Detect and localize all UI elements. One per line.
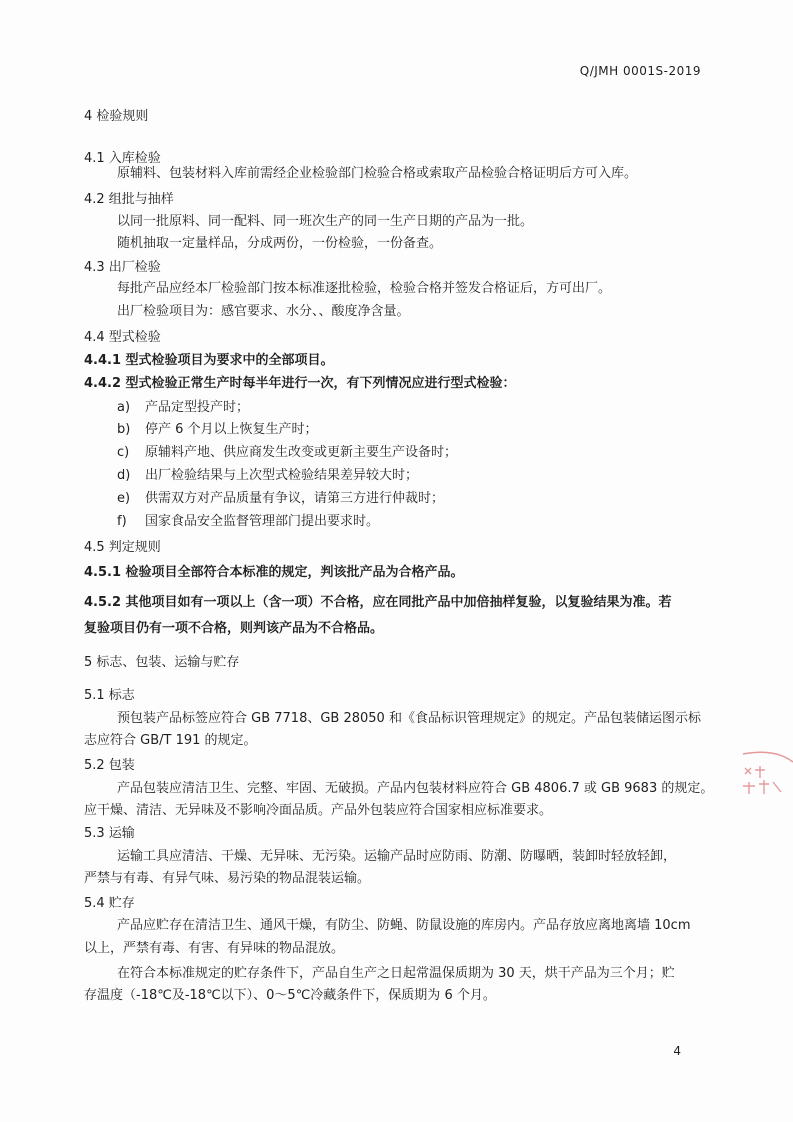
- standard-code: Q/JMH 0001S-2019: [579, 64, 701, 78]
- list-item-label: e): [117, 491, 131, 506]
- page-number: 4: [673, 1044, 681, 1058]
- section-4-2-paragraph-1: 以同一批原料、同一配料、同一班次生产的同一生产日期的产品为一批。: [117, 214, 534, 229]
- section-5-title: 5 标志、包装、运输与贮存: [84, 655, 240, 670]
- list-item-label: b): [117, 422, 131, 437]
- section-5-4-line-4: 存温度（-18℃及-18℃以下）、0～5℃冷藏条件下，保质期为 6 个月。: [84, 988, 496, 1003]
- section-4-1-paragraph: 原辅料、包装材料入库前需经企业检验部门检验合格或索取产品检验合格证明后方可入库。: [117, 166, 638, 181]
- section-5-2-line-1: 产品包装应清洁卫生、完整、牢固、无破损。产品内包装材料应符合 GB 4806.7 或 GB 9683 的规定。: [117, 781, 714, 796]
- section-4-5-title: 4.5 判定规则: [84, 540, 161, 555]
- section-5-4-line-3: 在符合本标准规定的贮存条件下，产品自生产之日起常温保质期为 30 天，烘干产品为三个月；贮: [117, 966, 675, 981]
- section-5-3-line-1: 运输工具应清洁、干燥、无异味、无污染。运输产品时应防雨、防潮、防曝晒，装卸时轻放轻卸，: [117, 849, 677, 864]
- section-5-3-line-2: 严禁与有毒、有异气味、易污染的物品混装运输。: [84, 871, 371, 886]
- section-5-2-line-2: 应干燥、清洁、无异味及不影响冷面品质。产品外包装应符合国家相应标准要求。: [84, 803, 553, 818]
- section-4-5-2-line-1: 4.5.2 其他项目如有一项以上（含一项）不合格，应在同批产品中加倍抽样复验，以复验结果为准。若: [84, 595, 672, 610]
- list-item-text: 国家食品安全监督管理部门提出要求时。: [145, 514, 380, 529]
- section-5-1-line-2: 志应符合 GB/T 191 的规定。: [84, 733, 257, 748]
- section-4-4-title: 4.4 型式检验: [84, 330, 161, 345]
- section-4-2-title: 4.2 组批与抽样: [84, 192, 174, 207]
- section-5-3-title: 5.3 运输: [84, 826, 135, 841]
- list-item-label: d): [117, 468, 131, 483]
- section-5-4-line-1: 产品应贮存在清洁卫生、通风干燥，有防尘、防蝇、防鼠设施的库房内。产品存放应离地离墙 10cm: [117, 918, 691, 933]
- section-4-3-paragraph-1: 每批产品应经本厂检验部门按本标准逐批检验，检验合格并签发合格证后，方可出厂。: [117, 281, 612, 296]
- section-4-4-2: 4.4.2 型式检验正常生产时每半年进行一次，有下列情况应进行型式检验：: [84, 376, 516, 391]
- list-item-text: 原辅料产地、供应商发生改变或更新主要生产设备时；: [145, 445, 458, 460]
- list-item-text: 产品定型投产时；: [145, 400, 250, 415]
- section-5-2-title: 5.2 包装: [84, 758, 135, 773]
- section-4-title: 4 检验规则: [84, 109, 149, 124]
- seal-stamp-icon: [735, 748, 793, 808]
- list-item-text: 停产 6 个月以上恢复生产时；: [145, 422, 318, 437]
- section-4-3-paragraph-2: 出厂检验项目为：感官要求、水分、、酸度净含量。: [117, 304, 410, 319]
- section-4-1-title: 4.1 入库检验: [84, 151, 161, 166]
- section-5-4-title: 5.4 贮存: [84, 896, 135, 911]
- section-5-4-line-2: 以上，严禁有毒、有害、有异味的物品混放。: [84, 941, 345, 956]
- list-item-label: a): [117, 400, 131, 415]
- list-item-label: f): [117, 514, 127, 529]
- section-4-2-paragraph-2: 随机抽取一定量样品，分成两份，一份检验，一份备查。: [117, 236, 443, 251]
- list-item-text: 供需双方对产品质量有争议，请第三方进行仲裁时；: [145, 491, 445, 506]
- section-5-1-title: 5.1 标志: [84, 688, 135, 703]
- section-4-5-2-line-2: 复验项目仍有一项不合格，则判该产品为不合格品。: [84, 621, 384, 636]
- section-5-1-line-1: 预包装产品标签应符合 GB 7718、GB 28050 和《食品标识管理规定》的规定。产品包装储运图示标: [117, 711, 701, 726]
- list-item-text: 出厂检验结果与上次型式检验结果差异较大时；: [145, 468, 419, 483]
- section-4-3-title: 4.3 出厂检验: [84, 260, 161, 275]
- list-item-label: c): [117, 445, 130, 460]
- section-4-5-1: 4.5.1 检验项目全部符合本标准的规定，判该批产品为合格产品。: [84, 565, 464, 580]
- section-4-4-1: 4.4.1 型式检验项目为要求中的全部项目。: [84, 353, 334, 368]
